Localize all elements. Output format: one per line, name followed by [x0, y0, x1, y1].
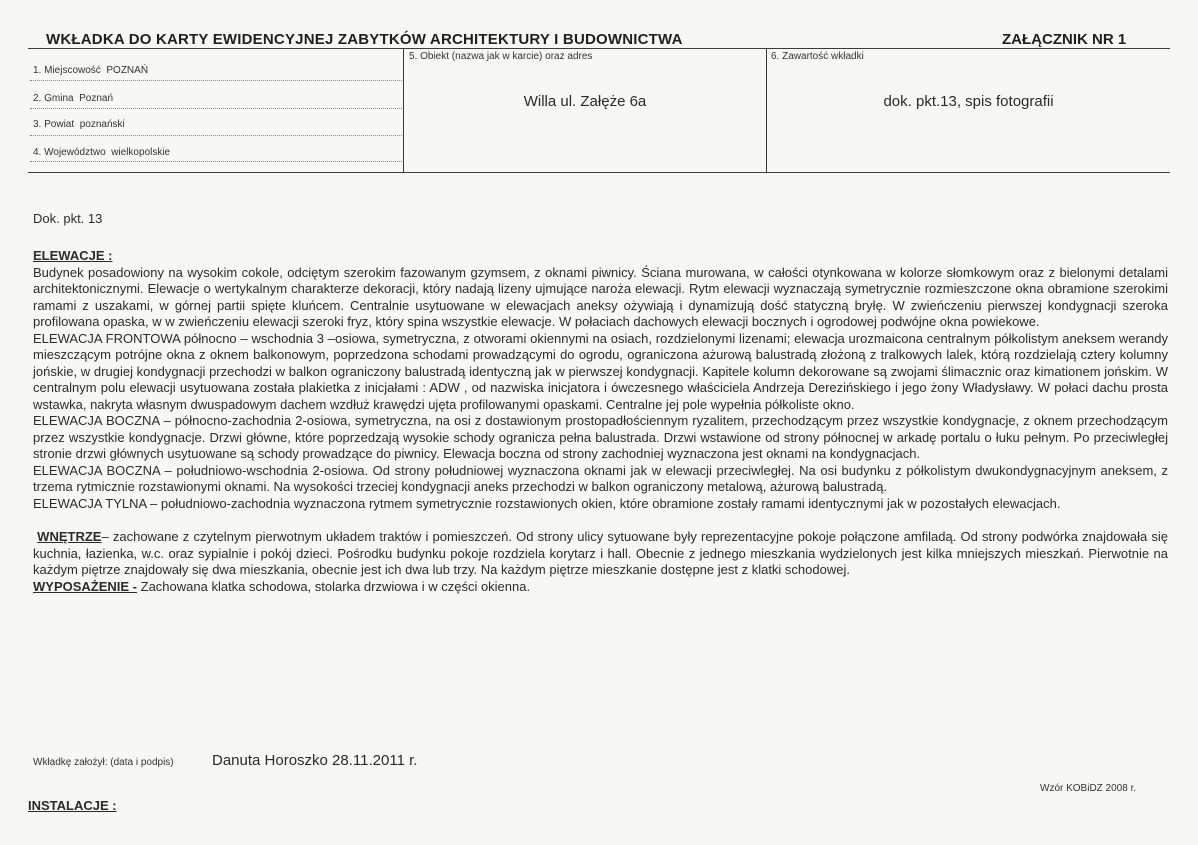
- elevations-paragraph: Budynek posadowiony na wysokim cokole, odciętym szerokim fazowanym gzymsem, z oknami piwnicy. Ściana murowana, w całości otynkowana w kolorze słomkowym oraz z bielonymi detalami architektonicznymi. Elewacje o wertykalnym charakterze dekoracji, który nadają lizeny ujmujące naroża elewacji. Rytm elewacji wyznaczają symetrycznie rozmieszczone okna obramione szerokimi ramami z uszakami, w górnej partii spięte kluńcem. Centralnie usytuowane w elewacjach aneksy ożywiają i dynamizują dość statyczną bryłę. W zwieńczeniu pierwszej kondygnacji szeroka profilowana opaska, w w zwieńczeniu elewacji szeroki fryz, który spina wszystkie elewacje. W połaciach dachowych elewacji bocznych i ogrodowej podwójne okna powiekowe.: [33, 264, 1168, 329]
- elevation-rear-paragraph: ELEWACJA TYLNA – południowo-zachodnia wyznaczona rytmem symetrycznie rozstawionych okien, które obramione zostały ramami identycznymi jak w pozostałych elewacjach.: [33, 495, 1061, 511]
- form-title: WKŁADKA DO KARTY EWIDENCYJNEJ ZABYTKÓW ARCHITEKTURY I BUDOWNICTWA: [46, 31, 683, 48]
- divider: [30, 135, 402, 136]
- header-rule: [28, 48, 1170, 49]
- equipment-paragraph: [33, 579, 1168, 596]
- object-value: Willa ul. Załęże 6a: [523, 93, 647, 110]
- contents-label: 6. Zawartość wkładki: [771, 51, 864, 62]
- interior-text: – zachowane z czytelnym pierwotnym układem traktów i pomieszczeń. Od strony ulicy sytuowane były reprezentacyjne pokoje połączone amfiladą. Od strony podwórka znajdowała się kuchnia, łazienka, w.c. oraz sypialnie i pokój dzieci. Pośrodku budynku pokoje rozdziela korytarz i hall. Obecnie z jednego mieszkania wydzielonych jest kilka mniejszych mieszkań. Pierwotnie na każdym piętrze znajdowały się dwa mieszkania, obecnie jest ich dwa lub trzy. Na każdym piętrze mieszkanie dostępne jest z klatki schodowej.: [33, 529, 1168, 577]
- column-divider-1: [403, 48, 404, 173]
- interior-heading: WNĘTRZE: [37, 529, 102, 544]
- elevation-side-nw-paragraph: ELEWACJA BOCZNA – północno-zachodnia 2-osiowa, symetryczna, na osi z dostawionym prostopadłościennym ryzalitem, przechodzącym przez wszystkie kondygnacje, z oknem przechodzącym przez wszystkie kondygnacje. Drzwi główne, które poprzedzają wysokie schody ogranicza pełna balustrada. Drzwi wstawione od strony północnej w arkadę portalu o łuku pełnym. Po przeciwległej stronie drzwi głównych usytuowane są schody prowadzące do piwnicy. Elewacja boczna od strony zachodniej wyznaczona jest oknami na kondygnacjach.: [33, 413, 1168, 461]
- divider: [30, 80, 402, 81]
- field-locality: [33, 65, 148, 76]
- field-voivodeship-value: wielkopolskie: [111, 147, 171, 158]
- attachment-number: ZAŁĄCZNIK NR 1: [1002, 31, 1127, 48]
- field-county-value: poznański: [79, 119, 125, 130]
- document-body: [33, 248, 1168, 595]
- model-note: Wzór KOBiDZ 2008 r.: [1040, 783, 1137, 794]
- column-divider-2: [766, 48, 767, 173]
- elevation-front-paragraph: ELEWACJA FRONTOWA północno – wschodnia 3 –osiowa, symetryczna, z otworami okiennymi na osiach, rozdzielonymi lizenami; elewacja urozmaicona centralnym półkolistym aneksem werandy mieszczącym potrójne okna z oknem balkonowym, poprzedzona schodami prowadzącymi do ogrodu, ograniczona ażurową balustradą złożoną z tralkowych lalek, którą rozdzielają cztery kolumny jońskie, w drugiej kondygnacji przechodzi w balkon ograniczony balustradą identyczną jak w pierwszej kondygnacji. Kapitele kolumn dekorowane są zwojami ślimacznic oraz kimationem jońskim. W centralnym polu elewacji usytuowana została plakietka z inicjałami : ADW , od nazwiska inicjatora i ówczesnego właściciela Andrzeja Dereziński​ego i jego żony Władysławy. W połaci dachu prosta wstawka, nakryta własnym dwuspadowym dachem wzdłuż krawędzi ujęta profilowanymi opaskami. Centralne jej pole wypełnia półkoliste okno.: [33, 330, 1168, 412]
- installations-heading: INSTALACJE :: [28, 798, 117, 813]
- object-label: 5. Obiekt (nazwa jak w karcie) oraz adres: [409, 51, 593, 62]
- equipment-heading: WYPOSAŻENIE -: [33, 578, 138, 594]
- field-commune-label: 2. Gmina: [33, 93, 74, 104]
- elevations-heading: ELEWACJE :: [33, 248, 113, 263]
- field-county: [33, 119, 125, 130]
- field-voivodeship-label: 4. Województwo: [33, 147, 106, 158]
- field-county-label: 3. Powiat: [33, 119, 75, 130]
- doc-point: Dok. pkt. 13: [33, 211, 103, 226]
- interior-paragraph: [33, 529, 1168, 579]
- table-bottom-rule: [28, 172, 1170, 173]
- elevation-side-se-paragraph: ELEWACJA BOCZNA – południowo-wschodnia 2-osiowa. Od strony południowej wyznaczona oknami jak w elewacji przeciwległej. Na osi budynku z półkolistym dwukondygnacyjnym aneksem, z trzema rytmicznie rozstawionymi oknami. Na wysokości trzeciej kondygnacji aneks przechodzi w balkon ograniczony metalową, ażurową balustradą.: [33, 462, 1168, 494]
- signature-value: Danuta Horoszko 28.11.2011 r.: [212, 752, 418, 769]
- field-locality-value: POZNAŃ: [106, 65, 149, 76]
- field-locality-label: 1. Miejscowość: [33, 65, 101, 76]
- equipment-text: Zachowana klatka schodowa, stolarka drzwiowa i w części okienna.: [137, 578, 531, 594]
- divider: [30, 161, 402, 162]
- divider: [30, 108, 402, 109]
- field-voivodeship: [33, 147, 170, 158]
- field-commune: [33, 93, 113, 104]
- field-commune-value: Poznań: [79, 93, 114, 104]
- contents-value: dok. pkt.13, spis fotografii: [883, 93, 1054, 110]
- signature-label: Wkładkę założył: (data i podpis): [33, 757, 174, 768]
